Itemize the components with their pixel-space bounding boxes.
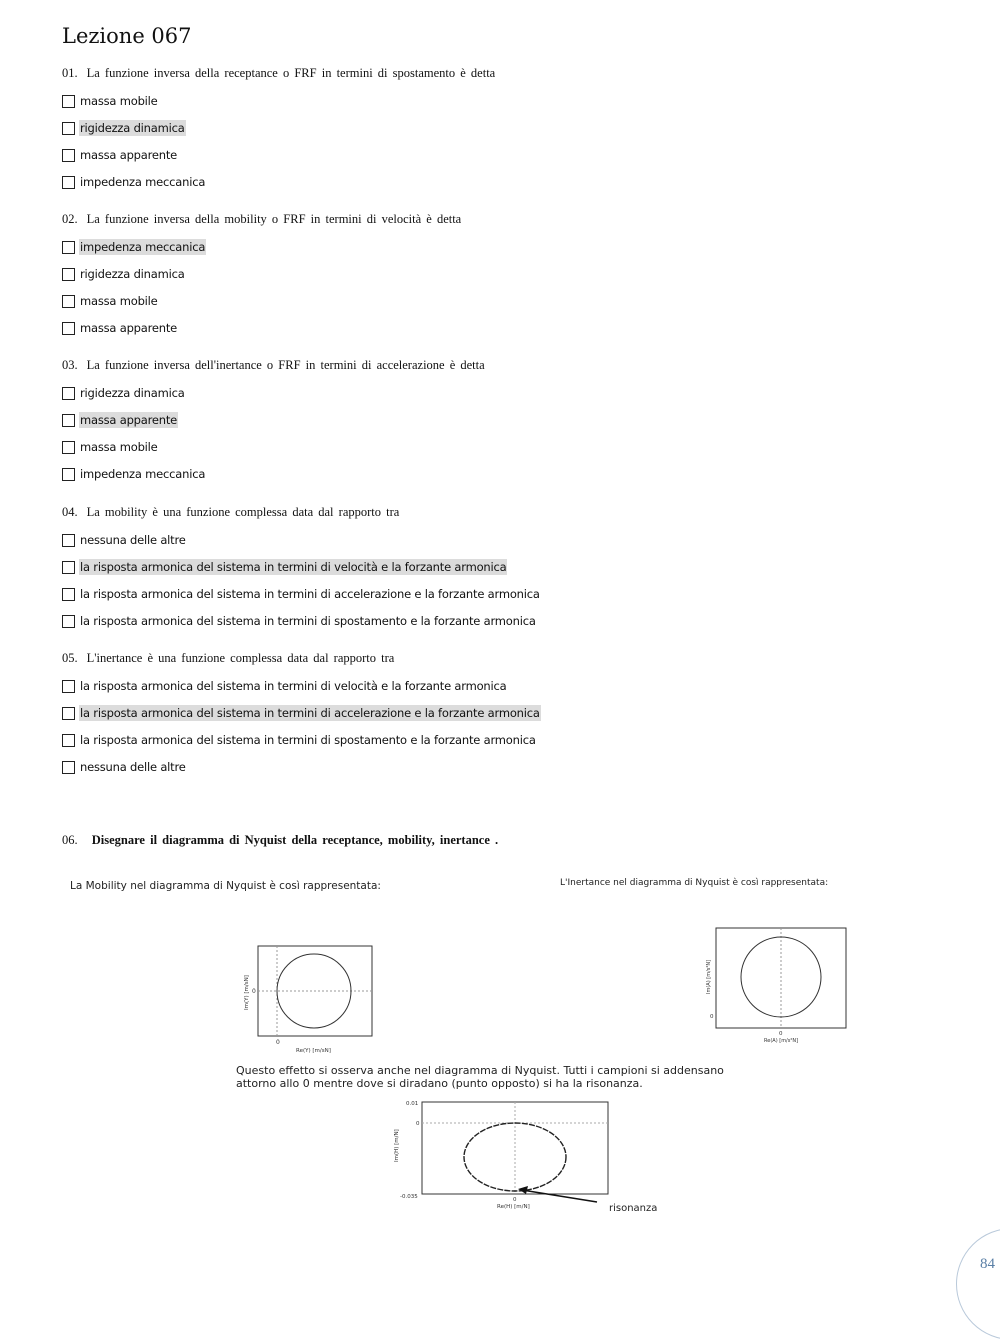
checkbox-icon[interactable] bbox=[62, 615, 75, 628]
answer-option[interactable] bbox=[62, 314, 942, 341]
question-text: Disegnare il diagramma di Nyquist della receptance, mobility, inertance . bbox=[91, 833, 499, 847]
mobility-caption: La Mobility nel diagramma di Nyquist è così rappresentata: bbox=[70, 880, 381, 892]
question-prompt: La funzione inversa della receptance o FRF in termini di spostamento è detta bbox=[86, 66, 496, 80]
answer-option-label: massa mobile bbox=[80, 293, 158, 308]
receptance-x-tick: 0 bbox=[513, 1197, 517, 1203]
question-number: 04. bbox=[62, 505, 78, 519]
inertance-plot bbox=[706, 928, 846, 1044]
answer-option[interactable] bbox=[62, 580, 942, 607]
answer-option-label: impedenza meccanica bbox=[80, 239, 206, 254]
answer-option-label: la risposta armonica del sistema in termini di accelerazione e la forzante armonica bbox=[80, 705, 540, 720]
answer-option-label: la risposta armonica del sistema in termini di spostamento e la forzante armonica bbox=[80, 613, 536, 628]
checkbox-icon[interactable] bbox=[62, 561, 75, 574]
question-text bbox=[62, 64, 942, 82]
question-5 bbox=[62, 649, 942, 780]
checkbox-icon[interactable] bbox=[62, 468, 75, 481]
answer-option-label: la risposta armonica del sistema in termini di accelerazione e la forzante armonica bbox=[80, 586, 540, 601]
checkbox-icon[interactable] bbox=[62, 534, 75, 547]
answer-option[interactable] bbox=[62, 287, 942, 314]
answer-option-label: impedenza meccanica bbox=[80, 466, 206, 481]
answer-option[interactable] bbox=[62, 233, 942, 260]
question-number: 03. bbox=[62, 358, 78, 372]
question-prompt: La funzione inversa della mobility o FRF in termini di velocità è detta bbox=[86, 212, 462, 226]
answer-option-label: la risposta armonica del sistema in termini di velocità e la forzante armonica bbox=[80, 678, 507, 693]
receptance-caption: Questo effetto si osserva anche nel diagramma di Nyquist. Tutti i campioni si addensano attorno allo 0 mentre dove si diradano (punto opposto) si ha la risonanza. bbox=[236, 1064, 724, 1090]
nyquist-figure bbox=[62, 872, 862, 1217]
question-6 bbox=[62, 833, 498, 848]
question-prompt: La mobility è una funzione complessa data dal rapporto tra bbox=[86, 505, 400, 519]
receptance-y-tick-zero: 0 bbox=[416, 1121, 420, 1127]
answer-option-label: la risposta armonica del sistema in termini di velocità e la forzante armonica bbox=[80, 559, 507, 574]
question-2 bbox=[62, 210, 942, 341]
mobility-plot bbox=[244, 946, 372, 1054]
answer-option[interactable] bbox=[62, 526, 942, 553]
answer-option-label: massa mobile bbox=[80, 93, 158, 108]
question-4 bbox=[62, 503, 942, 634]
checkbox-icon[interactable] bbox=[62, 414, 75, 427]
receptance-y-label: Im(H) [m/N] bbox=[394, 1129, 400, 1162]
checkbox-icon[interactable] bbox=[62, 734, 75, 747]
inertance-y-tick: 0 bbox=[710, 1014, 714, 1020]
question-text bbox=[62, 649, 942, 667]
question-1 bbox=[62, 64, 942, 195]
answer-option-label: rigidezza dinamica bbox=[80, 120, 185, 135]
checkbox-icon[interactable] bbox=[62, 441, 75, 454]
answer-option-label: massa apparente bbox=[80, 412, 178, 427]
answer-option-label: massa apparente bbox=[80, 320, 178, 335]
mobility-x-label: Re(Y) [m/sN] bbox=[296, 1048, 331, 1054]
inertance-x-label: Re(A) [m/s²N] bbox=[764, 1038, 799, 1044]
answer-option[interactable] bbox=[62, 168, 942, 195]
answer-option-label: nessuna delle altre bbox=[80, 759, 186, 774]
checkbox-icon[interactable] bbox=[62, 295, 75, 308]
resonance-arrow-head bbox=[518, 1186, 528, 1194]
resonance-arrow bbox=[522, 1190, 597, 1202]
inertance-x-tick: 0 bbox=[779, 1031, 783, 1037]
checkbox-icon[interactable] bbox=[62, 122, 75, 135]
page-title: Lezione 067 bbox=[62, 24, 192, 48]
answer-option[interactable] bbox=[62, 553, 942, 580]
answer-option-label: rigidezza dinamica bbox=[80, 266, 185, 281]
answer-option-label: massa apparente bbox=[80, 147, 178, 162]
answer-option[interactable] bbox=[62, 433, 942, 460]
inertance-y-label: Im(A) [m/s²N] bbox=[706, 959, 712, 994]
question-number: 02. bbox=[62, 212, 78, 226]
resonance-label: risonanza bbox=[609, 1203, 658, 1214]
receptance-plot bbox=[394, 1101, 657, 1214]
mobility-x-tick: 0 bbox=[276, 1039, 280, 1046]
answer-option[interactable] bbox=[62, 87, 942, 114]
checkbox-icon[interactable] bbox=[62, 268, 75, 281]
receptance-nyquist-ellipse bbox=[464, 1123, 566, 1191]
mobility-y-tick: 0 bbox=[252, 988, 256, 995]
page-corner-arc bbox=[956, 1228, 1000, 1340]
inertance-caption: L'Inertance nel diagramma di Nyquist è così rappresentata: bbox=[560, 878, 829, 888]
question-number: 06. bbox=[62, 833, 78, 847]
question-number: 05. bbox=[62, 651, 78, 665]
answer-option[interactable] bbox=[62, 753, 942, 780]
checkbox-icon[interactable] bbox=[62, 680, 75, 693]
answer-option-label: impedenza meccanica bbox=[80, 174, 206, 189]
question-text bbox=[62, 503, 942, 521]
answer-option[interactable] bbox=[62, 379, 942, 406]
question-text bbox=[62, 210, 942, 228]
checkbox-icon[interactable] bbox=[62, 761, 75, 774]
checkbox-icon[interactable] bbox=[62, 176, 75, 189]
answer-option[interactable] bbox=[62, 141, 942, 168]
checkbox-icon[interactable] bbox=[62, 95, 75, 108]
answer-option[interactable] bbox=[62, 699, 942, 726]
nyquist-plots bbox=[62, 872, 862, 1217]
answer-option-label: la risposta armonica del sistema in termini di spostamento e la forzante armonica bbox=[80, 732, 536, 747]
answer-option[interactable] bbox=[62, 460, 942, 487]
answer-option[interactable] bbox=[62, 672, 942, 699]
receptance-y-tick-top: 0.01 bbox=[406, 1101, 419, 1107]
answer-option[interactable] bbox=[62, 607, 942, 634]
answer-option[interactable] bbox=[62, 406, 942, 433]
question-prompt: La funzione inversa dell'inertance o FRF in termini di accelerazione è detta bbox=[86, 358, 485, 372]
checkbox-icon[interactable] bbox=[62, 149, 75, 162]
question-3 bbox=[62, 356, 942, 487]
receptance-y-tick-bottom: -0.035 bbox=[400, 1194, 418, 1200]
answer-option[interactable] bbox=[62, 260, 942, 287]
question-prompt: L'inertance è una funzione complessa data dal rapporto tra bbox=[86, 651, 395, 665]
answer-option[interactable] bbox=[62, 114, 942, 141]
checkbox-icon[interactable] bbox=[62, 241, 75, 254]
checkbox-icon[interactable] bbox=[62, 387, 75, 400]
receptance-x-label: Re(H) [m/N] bbox=[497, 1204, 530, 1210]
answer-option-label: rigidezza dinamica bbox=[80, 385, 185, 400]
question-text bbox=[62, 356, 942, 374]
checkbox-icon[interactable] bbox=[62, 707, 75, 720]
question-number: 01. bbox=[62, 66, 78, 80]
mobility-y-label: Im(Y) [m/sN] bbox=[244, 975, 250, 1010]
checkbox-icon[interactable] bbox=[62, 322, 75, 335]
answer-option[interactable] bbox=[62, 726, 942, 753]
answer-option-label: nessuna delle altre bbox=[80, 532, 186, 547]
checkbox-icon[interactable] bbox=[62, 588, 75, 601]
page-number: 84 bbox=[980, 1256, 995, 1272]
answer-option-label: massa mobile bbox=[80, 439, 158, 454]
